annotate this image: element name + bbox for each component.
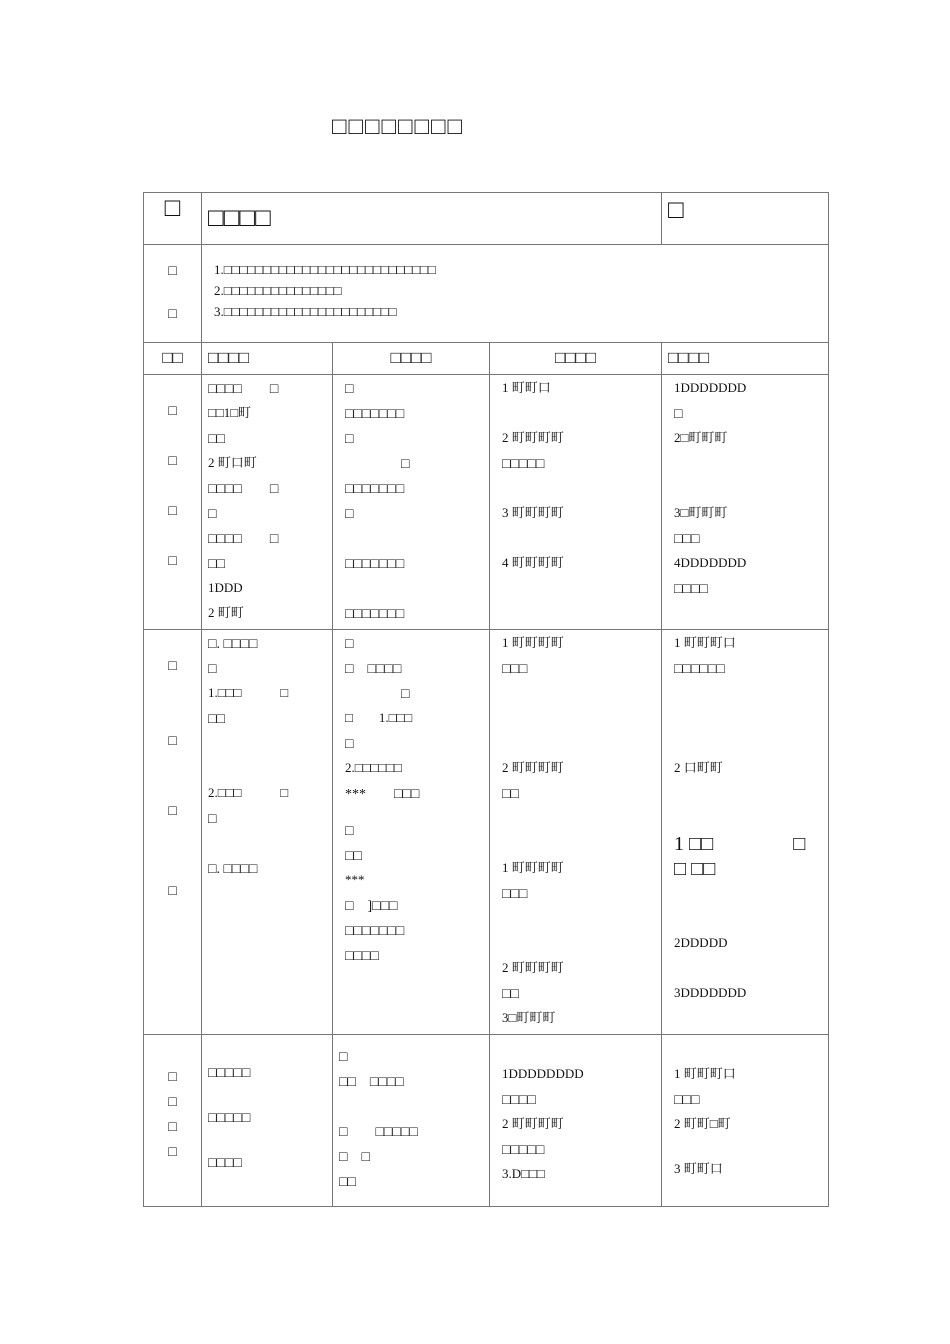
text-line: □□	[339, 1175, 356, 1190]
section-2-col1	[202, 630, 333, 1035]
text-line: □□□	[502, 662, 528, 677]
text-line: 3 町町町町	[502, 505, 564, 520]
section-side-char: □	[168, 884, 177, 899]
section-2-side	[144, 630, 202, 1035]
text-line: □ □	[339, 1150, 370, 1165]
text-line: □	[339, 1050, 348, 1065]
text-line: 1.□□□ □	[208, 685, 289, 700]
text-line: □	[345, 432, 354, 447]
text-line: □□□□ □	[208, 532, 279, 547]
text-line: 2 町町	[208, 605, 244, 620]
text-line: 2 町町□町	[674, 1116, 731, 1131]
section-1-col1	[202, 375, 333, 630]
text-line: □	[345, 507, 354, 522]
text-line: 3□町町町	[674, 505, 728, 520]
text-line: 2□町町町	[674, 430, 728, 445]
text-line: □□□□□□□	[345, 607, 405, 622]
section-2-row	[144, 630, 829, 1035]
section-3-col2	[333, 1035, 490, 1207]
text-line: □	[345, 457, 410, 472]
lesson-plan-table	[143, 192, 829, 1207]
text-line: □□□□□	[208, 1111, 251, 1126]
text-line: □ □□□□	[345, 662, 402, 677]
objective-item: 2.□□□□□□□□□□□□□□□	[214, 283, 342, 298]
section-side-char: □	[168, 454, 177, 469]
text-line: 1DDD	[208, 580, 243, 595]
section-1-side	[144, 375, 202, 630]
text-line: □□□	[674, 532, 700, 547]
objectives-cell	[202, 245, 829, 343]
text-line: 2.□□□□□□	[345, 760, 402, 775]
section-side-char: □	[168, 504, 177, 519]
section-1-col4	[662, 375, 829, 630]
objectives-side-char: □	[168, 264, 177, 279]
text-line: 2 町町町町	[502, 760, 564, 775]
section-1-col2	[333, 375, 490, 630]
text-line: □□□□□	[208, 1066, 251, 1081]
column-header: □□□□	[333, 343, 490, 375]
text-line: □. □□□□	[208, 862, 258, 877]
text-line: □□	[345, 849, 362, 864]
text-line: □. □□□□	[208, 637, 258, 652]
text-line: □	[674, 407, 683, 422]
text-line: 2 町町町町	[502, 960, 564, 975]
text-line: □	[345, 737, 354, 752]
section-side-char: □	[168, 554, 177, 569]
text-line: □□□	[674, 1093, 700, 1108]
text-line: 1 □□ □	[674, 833, 806, 855]
text-line: 3DDDDDDD	[674, 985, 747, 1000]
text-line: □□ □□□□	[339, 1075, 404, 1090]
objectives-row	[144, 245, 829, 343]
text-line: 2 町町町町	[502, 1116, 564, 1131]
text-line: □	[345, 824, 354, 839]
text-line: 1 町町町口	[674, 635, 736, 650]
text-line: □□□□ □	[208, 382, 279, 397]
text-line: □	[345, 687, 410, 702]
text-line: □□□□	[502, 1093, 536, 1108]
text-line: □□□□ □	[208, 482, 279, 497]
column-header: □□	[144, 343, 202, 375]
header-left-cell	[144, 193, 202, 245]
section-2-col3	[490, 630, 662, 1035]
header-right-cell	[662, 193, 829, 245]
section-side-char: □	[168, 1145, 177, 1160]
objective-item: 1.□□□□□□□□□□□□□□□□□□□□□□□□□□□	[214, 262, 436, 277]
section-1-col3	[490, 375, 662, 630]
text-line: 2 町町町町	[502, 430, 564, 445]
text-line: □□□	[502, 887, 528, 902]
text-line: 4DDDDDDD	[674, 555, 747, 570]
text-line: □	[208, 812, 217, 827]
text-line: 1 町町町町	[502, 860, 564, 875]
text-line: □□	[208, 432, 225, 447]
text-line: □□□□	[345, 949, 379, 964]
objectives-side-cell	[144, 245, 202, 343]
text-line: *** □□□	[345, 787, 420, 802]
section-1-row	[144, 375, 829, 630]
text-line: □□□□□	[502, 1143, 545, 1158]
text-line: □□	[502, 987, 519, 1002]
header-right-label: □	[668, 195, 684, 224]
text-line: □□	[208, 712, 225, 727]
section-side-char: □	[168, 804, 177, 819]
text-line: □□□□	[208, 1156, 242, 1171]
column-header: □□□□	[202, 343, 333, 375]
text-line: 4 町町町町	[502, 555, 564, 570]
text-line: □□□□□□□	[345, 924, 405, 939]
section-3-col1	[202, 1035, 333, 1207]
text-line: 3□町町町	[502, 1010, 556, 1025]
text-line: □ 1.□□□	[345, 710, 413, 725]
text-line: □□□□□□□	[345, 407, 405, 422]
header-row	[144, 193, 829, 245]
text-line: □□□□□	[502, 457, 545, 472]
page-title: □□□□□□□□	[332, 114, 464, 140]
text-line: 3 町町口	[674, 1161, 723, 1176]
text-line: 1 町町町口	[674, 1066, 736, 1081]
text-line: □	[208, 507, 217, 522]
header-main-label: □□□□	[208, 203, 271, 232]
text-line: 2 口町町	[674, 760, 723, 775]
text-line: □	[345, 637, 354, 652]
objective-item: 3.□□□□□□□□□□□□□□□□□□□□□□	[214, 304, 397, 319]
text-line: □□□□	[674, 582, 708, 597]
text-line: 3.D□□□	[502, 1166, 545, 1181]
section-side-char: □	[168, 734, 177, 749]
section-side-char: □	[168, 404, 177, 419]
text-line: 1DDDDDDD	[674, 380, 747, 395]
section-2-col4	[662, 630, 829, 1035]
text-line: □□□□□□□	[345, 482, 405, 497]
section-side-char: □	[168, 659, 177, 674]
text-line: □□□□□□□	[345, 557, 405, 572]
section-side-char: □	[168, 1095, 177, 1110]
objectives-side-char: □	[168, 307, 177, 322]
column-header-row	[144, 343, 829, 375]
section-side-char: □	[168, 1120, 177, 1135]
header-main-cell	[202, 193, 662, 245]
section-3-col3	[490, 1035, 662, 1207]
text-line: ***	[345, 872, 365, 887]
header-left-label: □	[164, 193, 181, 222]
text-line: □ □□□□□	[339, 1125, 418, 1140]
text-line: 1 町町口	[502, 380, 551, 395]
text-line: □□□□□□	[674, 662, 725, 677]
text-line: 2.□□□ □	[208, 785, 289, 800]
text-line: 2 町口町	[208, 455, 257, 470]
text-line: □ ]□□□	[345, 899, 398, 914]
section-3-row	[144, 1035, 829, 1207]
text-line: □□	[208, 557, 225, 572]
text-line: 1DDDDDDDD	[502, 1066, 584, 1081]
column-header: □□□□	[490, 343, 662, 375]
column-header: □□□□	[662, 343, 829, 375]
text-line: □□1□町	[208, 405, 252, 420]
text-line: 1 町町町町	[502, 635, 564, 650]
section-3-side	[144, 1035, 202, 1207]
text-line: 2DDDDD	[674, 935, 728, 950]
text-line: □ □□	[674, 858, 716, 880]
text-line: □	[208, 662, 217, 677]
section-2-col2	[333, 630, 490, 1035]
section-side-char: □	[168, 1070, 177, 1085]
text-line: □□	[502, 787, 519, 802]
text-line: □	[345, 382, 354, 397]
section-3-col4	[662, 1035, 829, 1207]
